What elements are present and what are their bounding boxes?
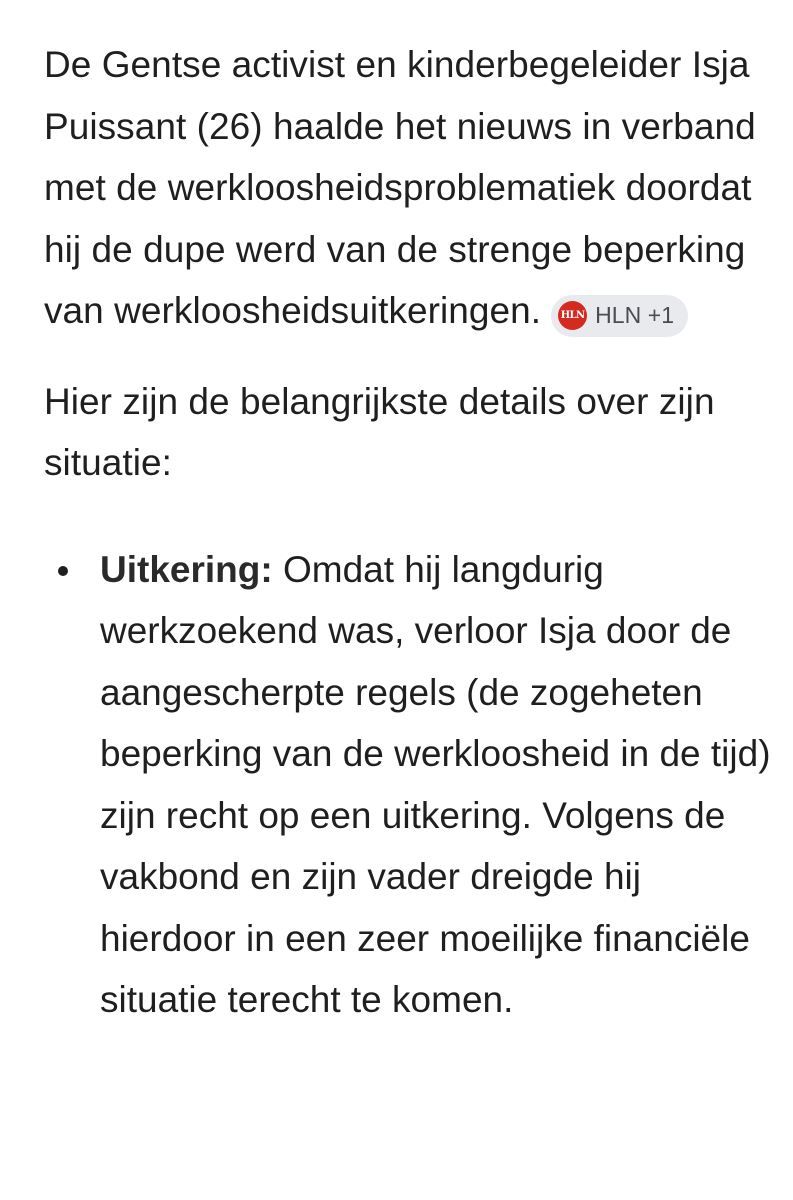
intro-paragraph	[44, 34, 774, 342]
details-list	[44, 539, 774, 1031]
hln-logo-icon: HLN	[558, 301, 587, 330]
bullet-icon	[58, 566, 68, 576]
details-heading: Hier zijn de belangrijkste details over zijn situatie:	[44, 380, 715, 483]
list-item	[44, 539, 774, 1031]
response-content	[44, 34, 774, 1031]
bullet-term: Uitkering:	[100, 548, 273, 590]
source-chip-label: HLN +1	[595, 302, 675, 329]
source-chip-hln[interactable]	[551, 295, 688, 337]
intro-text: De Gentse activist en kinderbegeleider Isja Puissant (26) haalde het nieuws in verband met de werkloosheidsproblematiek doordat hij de dupe werd van de strenge beperking van werkloosheidsuitkeringen.	[44, 44, 756, 331]
bullet-text: Omdat hij langdurig werkzoekend was, verloor Isja door de aangescherpte regels (de zogeheten beperking van de werkloosheid in de tijd) zijn recht op een uitkering. Volgens de vakbond en zijn vader dreigde hij hierdoor in een zeer moeilijke financiële situatie terecht te komen.	[100, 548, 771, 1020]
